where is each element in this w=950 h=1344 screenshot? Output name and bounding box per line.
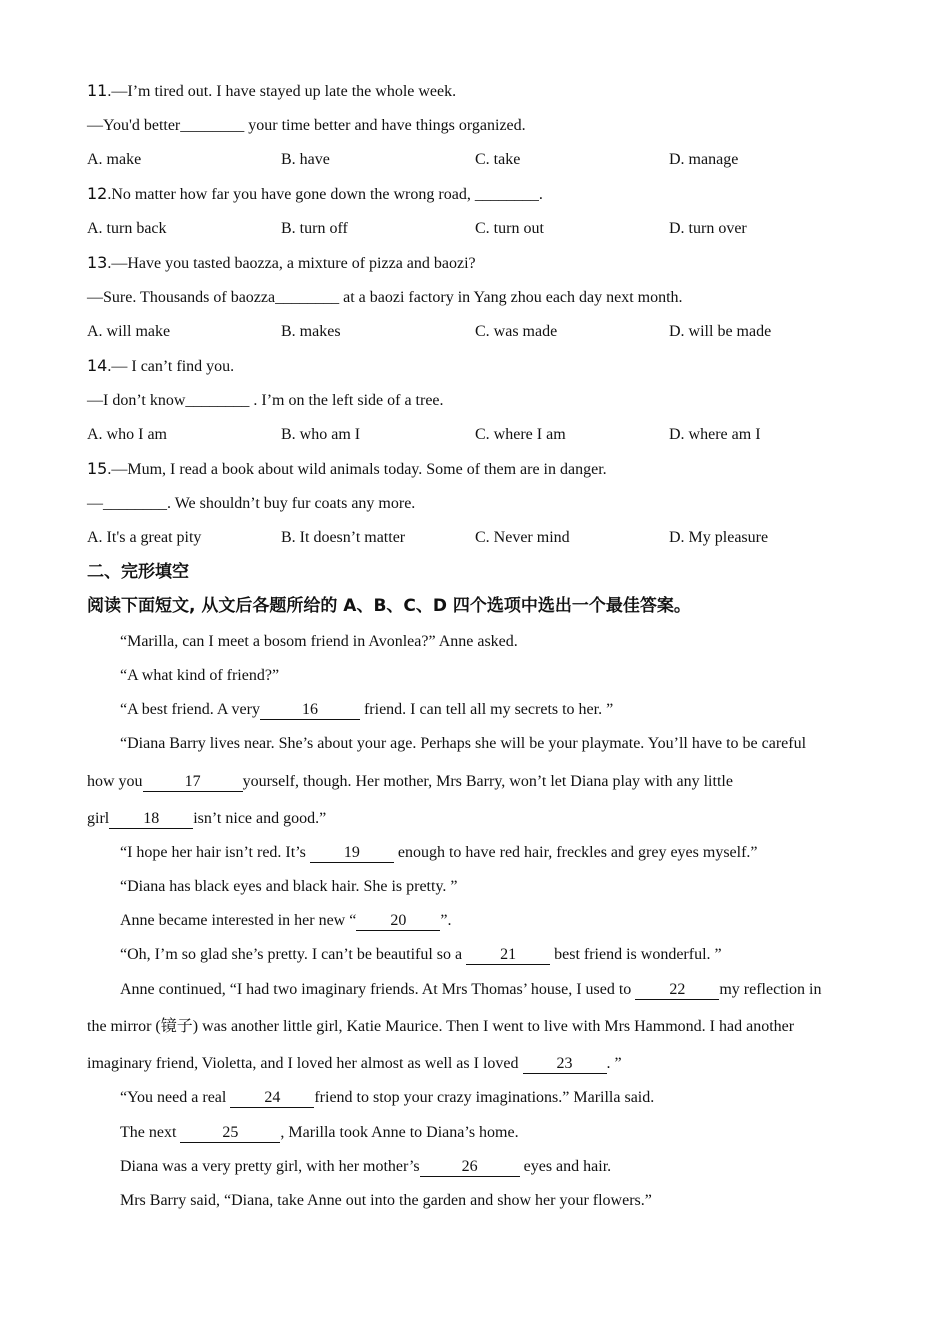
question-12-stem: 12.No matter how far you have gone down the wrong road, ________. bbox=[87, 184, 543, 203]
option-d: D. manage bbox=[669, 151, 739, 168]
question-number: 11 bbox=[87, 81, 108, 100]
option-c: C. turn out bbox=[475, 220, 544, 237]
question-14-options bbox=[0, 425, 800, 445]
question-15-options bbox=[0, 528, 800, 548]
passage-paragraph: “Marilla, can I meet a bosom friend in Avonlea?” Anne asked. bbox=[120, 633, 518, 650]
question-11-stem: 11.—I’m tired out. I have stayed up late the whole week. bbox=[87, 81, 457, 100]
option-a: A. who I am bbox=[87, 426, 167, 443]
passage-line: imaginary friend, Violetta, and I loved her almost as well as I loved 23 . ” bbox=[87, 1055, 622, 1072]
option-b: B. makes bbox=[281, 323, 341, 340]
passage-line: the mirror (镜子) was another little girl, Katie Maurice. Then I went to live with Mrs Hammond. I had another bbox=[87, 1018, 795, 1035]
option-c: C. where I am bbox=[475, 426, 566, 443]
question-11-reply: —You'd better________ your time better and have things organized. bbox=[87, 117, 526, 134]
option-d: D. turn over bbox=[669, 220, 747, 237]
option-c: C. take bbox=[475, 151, 521, 168]
question-15-reply: —________. We shouldn’t buy fur coats any more. bbox=[87, 495, 416, 512]
option-d: D. will be made bbox=[669, 323, 772, 340]
question-13-stem: 13.—Have you tasted baozza, a mixture of pizza and baozi? bbox=[87, 253, 476, 272]
question-14-reply: —I don’t know________ . I’m on the left side of a tree. bbox=[87, 392, 444, 409]
blank-24: 24 bbox=[230, 1089, 314, 1108]
question-number: 13 bbox=[87, 253, 108, 272]
passage-paragraph: “Diana Barry lives near. She’s about your age. Perhaps she will be your playmate. You’ll have to be careful bbox=[120, 735, 807, 752]
question-number: 15 bbox=[87, 459, 108, 478]
blank-25: 25 bbox=[180, 1124, 280, 1143]
passage-paragraph: “I hope her hair isn’t red. It’s 19 enough to have red hair, freckles and grey eyes myself.” bbox=[120, 844, 758, 861]
option-d: D. My pleasure bbox=[669, 529, 769, 546]
option-b: B. have bbox=[281, 151, 330, 168]
passage-paragraph: “A what kind of friend?” bbox=[120, 667, 280, 684]
section-instruction: 阅读下面短文, 从文后各题所给的 A、B、C、D 四个选项中选出一个最佳答案。 bbox=[87, 596, 691, 616]
passage-paragraph: Anne continued, “I had two imaginary friends. At Mrs Thomas’ house, I used to 22 my reflection in bbox=[120, 981, 822, 998]
blank-23: 23 bbox=[523, 1055, 607, 1074]
blank-22: 22 bbox=[635, 981, 719, 1000]
option-c: C. Never mind bbox=[475, 529, 570, 546]
blank-16: 16 bbox=[260, 701, 360, 720]
passage-paragraph: The next 25 , Marilla took Anne to Diana’s home. bbox=[120, 1124, 519, 1141]
section-title: 二、完形填空 bbox=[87, 562, 189, 582]
option-d: D. where am I bbox=[669, 426, 761, 443]
blank-19: 19 bbox=[310, 844, 394, 863]
question-11-options bbox=[0, 150, 800, 170]
option-a: A. make bbox=[87, 151, 142, 168]
option-a: A. will make bbox=[87, 323, 171, 340]
passage-line: girl 18 isn’t nice and good.” bbox=[87, 810, 327, 827]
question-15-stem: 15.—Mum, I read a book about wild animals today. Some of them are in danger. bbox=[87, 459, 607, 478]
question-number: 12 bbox=[87, 184, 108, 203]
passage-paragraph: “A best friend. A very 16 friend. I can tell all my secrets to her. ” bbox=[120, 701, 614, 718]
question-13-options bbox=[0, 322, 800, 342]
question-14-stem: 14.— I can’t find you. bbox=[87, 356, 235, 375]
blank-21: 21 bbox=[466, 946, 550, 965]
question-13-reply: —Sure. Thousands of baozza________ at a baozi factory in Yang zhou each day next month. bbox=[87, 289, 683, 306]
option-b: B. turn off bbox=[281, 220, 348, 237]
passage-paragraph: “You need a real 24 friend to stop your crazy imaginations.” Marilla said. bbox=[120, 1089, 655, 1106]
option-a: A. It's a great pity bbox=[87, 529, 202, 546]
passage-paragraph: Mrs Barry said, “Diana, take Anne out into the garden and show her your flowers.” bbox=[120, 1192, 652, 1209]
option-c: C. was made bbox=[475, 323, 558, 340]
blank-20: 20 bbox=[356, 912, 440, 931]
passage-paragraph: “Oh, I’m so glad she’s pretty. I can’t be beautiful so a 21 best friend is wonderful. ” bbox=[120, 946, 722, 963]
option-b: B. who am I bbox=[281, 426, 361, 443]
passage-paragraph: Diana was a very pretty girl, with her mother’s 26 eyes and hair. bbox=[120, 1158, 612, 1175]
blank-18: 18 bbox=[109, 810, 193, 829]
blank-26: 26 bbox=[420, 1158, 520, 1177]
option-b: B. It doesn’t matter bbox=[281, 529, 406, 546]
option-a: A. turn back bbox=[87, 220, 167, 237]
question-number: 14 bbox=[87, 356, 108, 375]
passage-paragraph: “Diana has black eyes and black hair. She is pretty. ” bbox=[120, 878, 458, 895]
question-12-options bbox=[0, 219, 800, 239]
passage-paragraph: Anne became interested in her new “ 20 ”. bbox=[120, 912, 452, 929]
passage-line: how you 17 yourself, though. Her mother, Mrs Barry, won’t let Diana play with any little bbox=[87, 773, 733, 790]
blank-17: 17 bbox=[143, 773, 243, 792]
